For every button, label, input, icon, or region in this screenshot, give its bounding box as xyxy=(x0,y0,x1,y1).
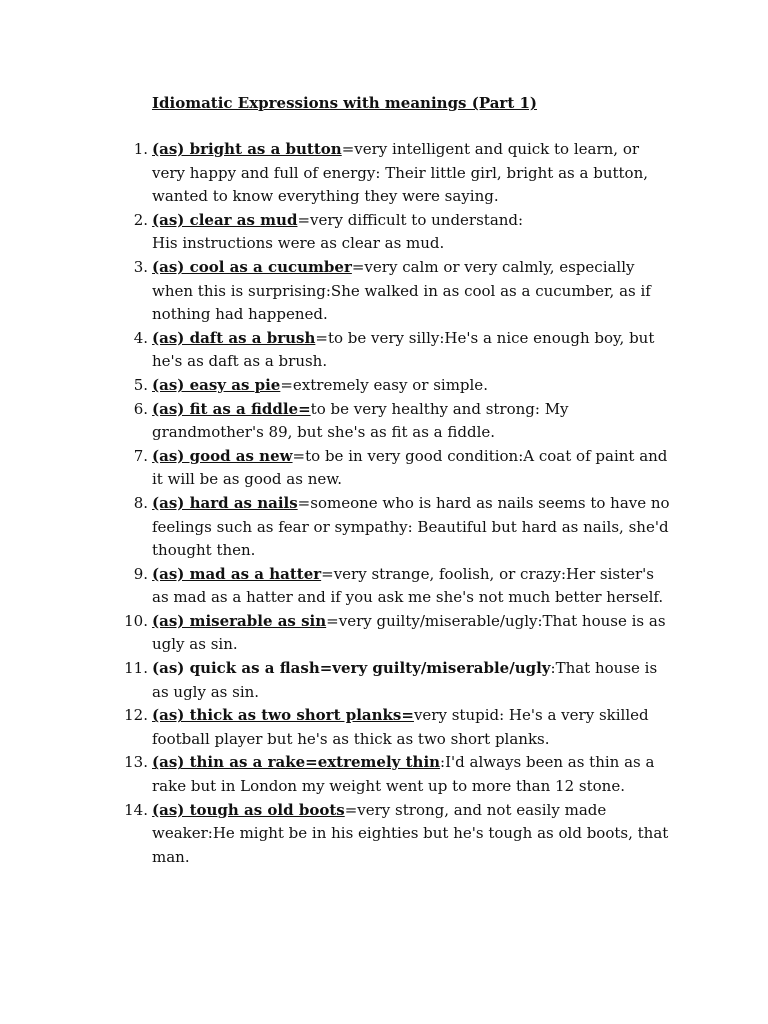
list-item xyxy=(104,445,670,492)
page-title: Idiomatic Expressions with meanings (Part 1) xyxy=(152,94,538,112)
idiom-term: (as) miserable as sin xyxy=(152,611,327,630)
list-item xyxy=(104,657,670,704)
list-item xyxy=(104,563,670,610)
list-item xyxy=(104,492,670,563)
idiom-meaning: =to be in very good condition:A coat of paint and it will be as good as new. xyxy=(152,446,668,489)
list-item xyxy=(104,256,670,327)
item-number: 10. xyxy=(124,611,148,630)
idiom-list xyxy=(104,138,670,869)
list-item xyxy=(104,751,670,798)
item-number: 3. xyxy=(133,257,148,276)
idiom-term: (as) fit as a fiddle= xyxy=(152,399,311,418)
item-number: 6. xyxy=(133,399,148,418)
idiom-meaning: =very intelligent and quick to learn, or very happy and full of energy: Their little girl, bright as a button, wanted to know everything they were saying. xyxy=(152,140,648,206)
idiom-term: (as) hard as nails xyxy=(152,493,298,512)
idiom-term: (as) mad as a hatter xyxy=(152,564,322,583)
item-number: 7. xyxy=(133,446,148,465)
idiom-meaning: =someone who is hard as nails seems to have no feelings such as fear or sympathy: Beautiful but hard as nails, she'd thought then. xyxy=(152,493,670,560)
list-item xyxy=(104,374,670,398)
item-number: 9. xyxy=(133,564,148,583)
item-number: 12. xyxy=(124,706,148,725)
item-number: 8. xyxy=(133,493,148,512)
idiom-term: (as) thick as two short planks= xyxy=(152,706,414,725)
list-item xyxy=(104,799,670,870)
idiom-meaning: =very guilty/miserable/ugly:That house is as ugly as sin. xyxy=(152,611,666,654)
idiom-term: (as) easy as pie xyxy=(152,375,281,394)
idiom-meaning: very stupid: He's a very skilled football player but he's as thick as two short planks. xyxy=(152,706,649,748)
idiom-meaning: =very difficult to understand: xyxy=(297,210,524,229)
idiom-meaning: =very calm or very calmly, especially when this is surprising:She walked in as cool as a cucumber, as if nothing had happened. xyxy=(152,257,651,324)
idiom-term: (as) thin as a rake=extremely thin xyxy=(152,753,441,772)
list-item xyxy=(104,398,670,445)
idiom-term: (as) bright as a button xyxy=(152,140,342,158)
item-number: 2. xyxy=(133,210,148,229)
list-item xyxy=(104,704,670,751)
item-number: 1. xyxy=(133,140,148,158)
list-item xyxy=(104,610,670,657)
idiom-meaning: :That house is as ugly as sin. xyxy=(152,659,658,701)
idiom-meaning: =very strong, and not easily made weaker:He might be in his eighties but he's tough as old boots, that man. xyxy=(152,800,669,866)
idiom-term: (as) tough as old boots xyxy=(152,800,345,819)
item-number: 14. xyxy=(124,800,148,819)
idiom-term: (as) good as new xyxy=(152,446,293,465)
idiom-meaning: to be very healthy and strong: My grandmother's 89, but she's as fit as a fiddle. xyxy=(152,399,569,442)
idiom-meaning: :I'd always been as thin as a rake but in London my weight went up to more than 12 stone. xyxy=(152,753,655,796)
idiom-term: (as) daft as a brush xyxy=(152,328,316,347)
idiom-term: (as) clear as mud xyxy=(152,210,298,229)
item-number: 13. xyxy=(124,753,148,772)
item-number: 4. xyxy=(133,328,148,347)
list-item xyxy=(104,138,670,209)
idiom-example: His instructions were as clear as mud. xyxy=(152,234,445,253)
idiom-term: (as) quick as a flash=very guilty/miserable/ugly xyxy=(152,659,551,678)
idiom-meaning: =extremely easy or simple. xyxy=(280,375,488,394)
idiom-meaning: =very strange, foolish, or crazy:Her sister's as mad as a hatter and if you ask me she's not much better herself. xyxy=(152,564,664,607)
idiom-term: (as) cool as a cucumber xyxy=(152,257,352,276)
item-number: 5. xyxy=(133,375,148,394)
idiom-meaning: =to be very silly:He's a nice enough boy, but he's as daft as a brush. xyxy=(152,328,655,371)
list-item xyxy=(104,327,670,374)
list-item xyxy=(104,209,670,256)
item-number: 11. xyxy=(124,659,148,678)
